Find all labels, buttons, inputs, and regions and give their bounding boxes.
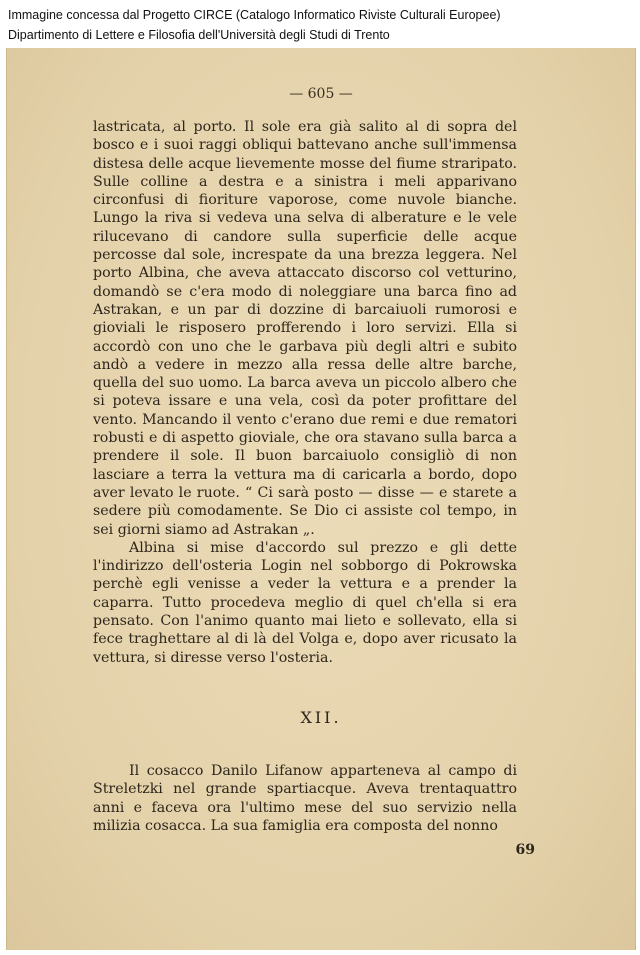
- paragraph-3: Il cosacco Danilo Lifanow apparteneva al campo di Streletzki nel grande spartiacque. Aveva trentaquattro anni e faceva ora l'ultimo mese del suo servizio nella milizia cosacca. La sua famiglia era composta del nonno: [93, 763, 517, 835]
- credit-line-1: Immagine concessa dal Progetto CIRCE (Catalogo Informatico Riviste Culturali Europee): [8, 8, 501, 22]
- scanned-page: [6, 48, 636, 950]
- paragraph-1: lastricata, al porto. Il sole era già salito al di sopra del bosco e i suoi raggi obliqui battevano anche sull'immensa distesa delle acque lievemente mosse del fiume straripato. Sulle colline a destra e a sinistra i meli apparivano circonfusi di fioriture vaporose, come nuvole bianche. Lungo la riva si vedeva una selva di alberature e le vele rilucevano di candore sulla superficie delle acque percosse dal sole, increspate da una brezza leggera. Nel porto Albina, che aveva attaccato discorso col vetturino, domandò se c'era modo di noleggiare una barca fino ad Astrakan, e un par di dozzine di barcaiuoli rumorosi e gioviali le risposero profferendo i loro servizi. Ella si accordò con uno che le garbava più degli altri e subito andò a vedere in mezzo alla ressa delle altre barche, quella del suo uomo. La barca aveva un piccolo albero che si poteva issare e una vela, così da poter profittare del vento. Mancando il vento c'erano due remi e due rematori robusti e di aspetto gioviale, che ora stavano sulla barca a prendere il sole. Il buon barcaiuolo consigliò di non lasciare a terra la vettura ma di caricarla a bordo, dopo aver levato le ruote. “ Ci sarà posto — disse — e starete a sedere più comodamente. Se Dio ci assiste col tempo, in sei giorni siamo ad Astrakan „.: [93, 119, 517, 538]
- paragraph-2: Albina si mise d'accordo sul prezzo e gli dette l'indirizzo dell'osteria Login nel sobborgo di Pokrowska perchè egli venisse a veder la vettura e a prender la caparra. Tutto procedeva meglio di quel ch'ella si era pensato. Con l'animo quanto mai lieto e sollevato, ella si fece traghettare al di là del Volga e, dopo aver ricusato la vettura, si diresse verso l'osteria.: [93, 539, 517, 666]
- credit-line-2: Dipartimento di Lettere e Filosofia dell'Università degli Studi di Trento: [8, 28, 390, 42]
- chapter-heading: XII.: [300, 708, 342, 727]
- page-number: — 605 —: [289, 86, 353, 102]
- body-text-bottom: [93, 748, 517, 850]
- body-text-top: [93, 118, 517, 667]
- folio-number: 69: [515, 842, 535, 858]
